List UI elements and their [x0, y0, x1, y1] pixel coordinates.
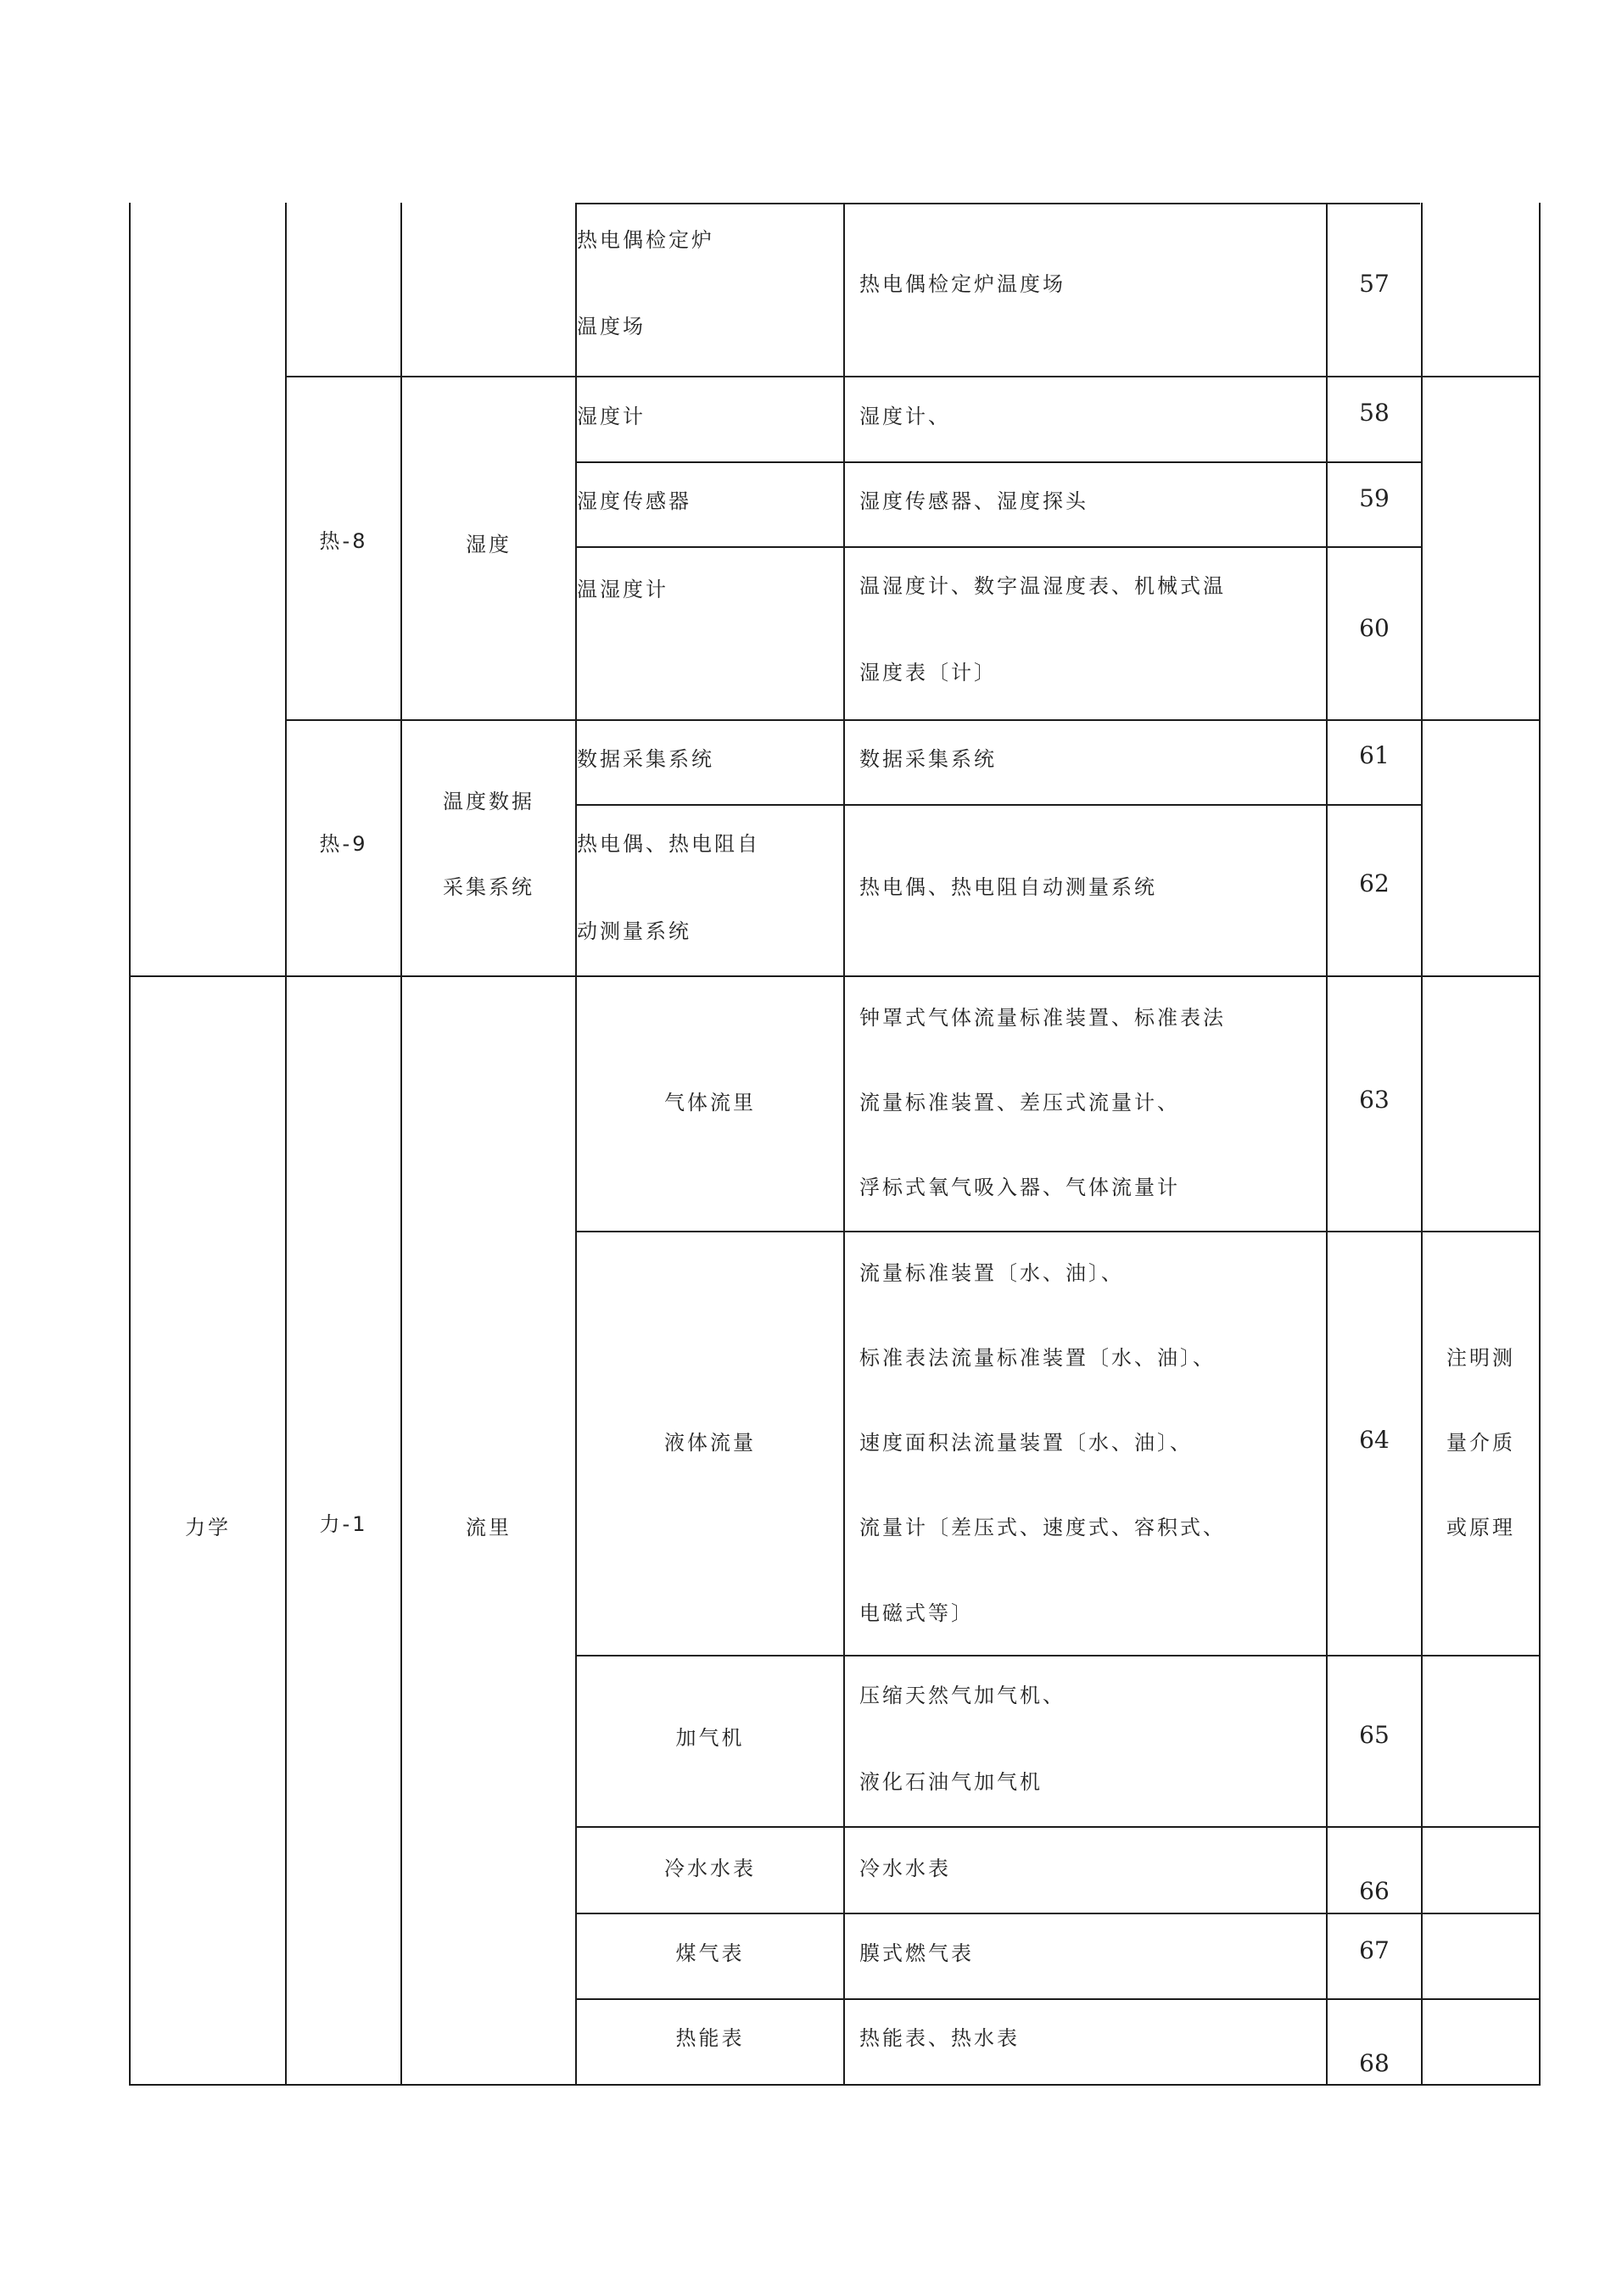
measurement-scope: 钟罩式气体流量标准装置、标准表法 [859, 1006, 1226, 1030]
measurement-scope: 热电偶、热电阻自动测量系统 [859, 875, 1157, 899]
item-name: 热电偶、热电阻自 [577, 832, 760, 856]
remark: 量介质 [1446, 1431, 1515, 1455]
grid-line [575, 1998, 1541, 2000]
item-name: 冷水水表 [664, 1857, 756, 1880]
item-name: 湿度计 [577, 405, 646, 428]
grid-line [575, 203, 1420, 204]
grid-line [843, 203, 845, 2086]
measurement-scope: 湿度传感器、湿度探头 [859, 489, 1088, 513]
measurement-scope: 压缩天然气加气机、 [859, 1684, 1065, 1707]
measurement-scope: 速度面积法流量装置〔水、油〕、 [859, 1431, 1193, 1455]
grid-line [129, 2084, 1541, 2086]
field-name: 力学 [185, 1516, 231, 1539]
measurement-scope: 膜式燃气表 [859, 1941, 974, 1965]
grid-line [1326, 203, 1328, 2086]
measurement-scope: 流量标准装置、差压式流量计、 [859, 1091, 1180, 1114]
serial-number: 63 [1359, 1086, 1390, 1114]
serial-number: 58 [1359, 399, 1390, 427]
grid-line [575, 546, 1422, 548]
remark: 或原理 [1446, 1516, 1515, 1539]
grid-line [575, 1913, 1541, 1914]
item-name: 液体流量 [664, 1431, 756, 1455]
item-name: 湿度传感器 [577, 489, 691, 513]
item-code: 力-1 [319, 1512, 368, 1536]
item-name: 温湿度计 [577, 578, 668, 601]
grid-line [1539, 203, 1541, 2086]
measurement-scope: 热能表、热水表 [859, 2026, 1020, 2050]
category-name: 湿度 [466, 533, 512, 556]
item-name: 加气机 [675, 1726, 745, 1750]
item-code: 热-8 [319, 529, 368, 553]
serial-number: 66 [1359, 1877, 1390, 1905]
measurement-scope: 浮标式氧气吸入器、气体流量计 [859, 1176, 1180, 1199]
measurement-scope: 湿度表〔计〕 [859, 661, 997, 684]
item-name: 温度场 [577, 315, 646, 338]
grid-line [400, 1231, 402, 2086]
grid-line [575, 1826, 1541, 1828]
serial-number: 61 [1359, 741, 1390, 769]
grid-line [129, 203, 131, 2086]
serial-number: 59 [1359, 484, 1390, 512]
item-code: 热-9 [319, 832, 368, 856]
category-name: 流里 [466, 1516, 512, 1539]
grid-line [285, 719, 1541, 721]
item-name: 气体流里 [664, 1091, 756, 1114]
remark: 注明测 [1446, 1346, 1515, 1370]
serial-number: 57 [1359, 270, 1390, 298]
measurement-scope: 热电偶检定炉温度场 [859, 272, 1065, 296]
measurement-scope: 流量标准装置〔水、油〕、 [859, 1261, 1124, 1285]
grid-line [285, 376, 1541, 377]
item-name: 数据采集系统 [577, 747, 714, 771]
serial-number: 60 [1359, 614, 1390, 642]
grid-line [129, 975, 1541, 977]
measurement-scope: 流量计〔差压式、速度式、容积式、 [859, 1516, 1226, 1539]
grid-line [285, 203, 287, 2086]
item-name: 动测量系统 [577, 919, 691, 943]
grid-line [575, 203, 577, 2086]
grid-line [575, 1655, 1541, 1656]
category-name: 采集系统 [443, 875, 534, 899]
grid-line [575, 804, 1422, 806]
serial-number: 67 [1359, 1936, 1390, 1964]
measurement-scope: 液化石油气加气机 [859, 1770, 1043, 1794]
measurement-scope: 数据采集系统 [859, 747, 997, 771]
item-name: 煤气表 [675, 1941, 745, 1965]
grid-line [575, 1231, 1541, 1232]
serial-number: 62 [1359, 869, 1390, 897]
item-name: 热电偶检定炉 [577, 228, 714, 252]
measurement-scope: 电磁式等〕 [859, 1601, 974, 1625]
measurement-scope: 温湿度计、数字温湿度表、机械式温 [859, 574, 1226, 598]
grid-line [1421, 203, 1423, 2086]
category-name: 温度数据 [443, 790, 534, 813]
measurement-scope: 冷水水表 [859, 1857, 951, 1880]
grid-line [400, 203, 402, 1232]
grid-line [575, 461, 1422, 463]
measurement-scope: 湿度计、 [859, 405, 951, 428]
item-name: 热能表 [675, 2026, 745, 2050]
serial-number: 65 [1359, 1721, 1390, 1749]
measurement-scope: 标准表法流量标准装置〔水、油〕、 [859, 1346, 1216, 1370]
serial-number: 64 [1359, 1426, 1390, 1454]
serial-number: 68 [1359, 2049, 1390, 2077]
